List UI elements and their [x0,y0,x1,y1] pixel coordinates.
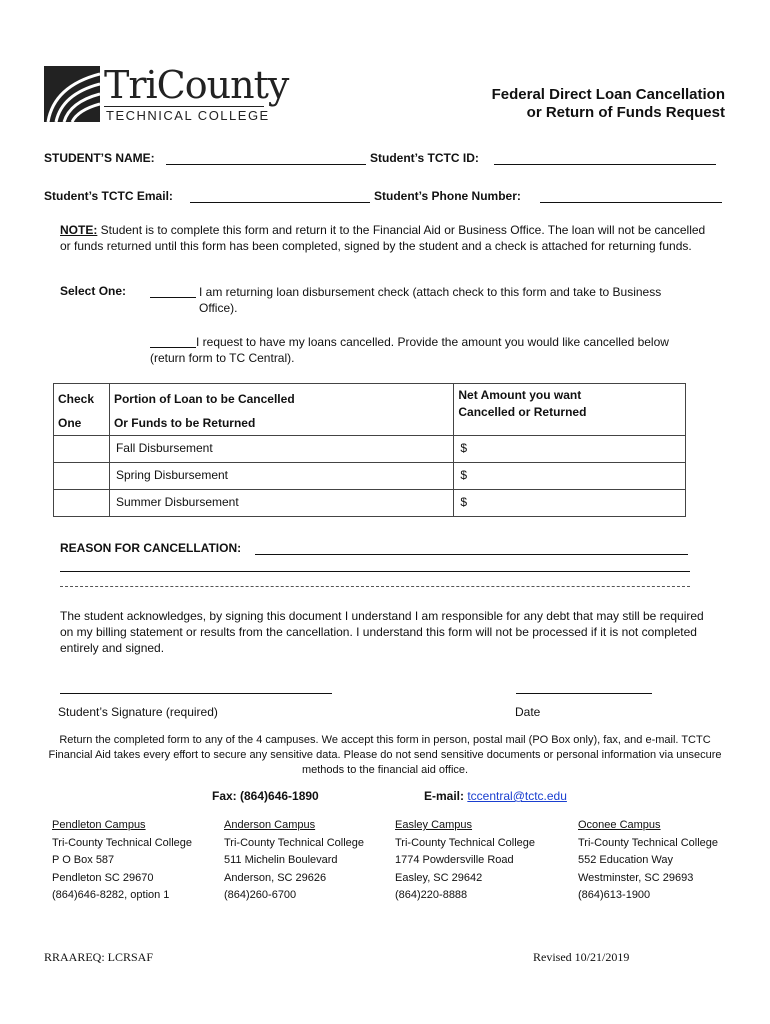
reason-field-line2[interactable] [60,557,690,572]
date-label: Date [515,705,541,719]
logo-swoosh-icon [44,66,100,122]
amount-cell[interactable]: $ [454,490,686,517]
header-check-one: Check One [54,384,110,436]
campus-name: Anderson Campus [224,819,316,831]
table-row [54,490,686,517]
table-row [54,436,686,463]
email-label: E-mail: [424,789,468,803]
campus-pendleton: Pendleton Campus Tri-County Technical College P O Box 587 Pendleton SC 29670 (864)646-8282, option 1 [52,819,193,901]
note-paragraph [60,222,710,254]
signature-label: Student’s Signature (required) [58,705,218,719]
header-portion: Portion of Loan to be Cancelled Or Funds to be Returned [109,384,453,436]
date-field[interactable] [516,679,652,694]
campus-name: Oconee Campus [578,819,661,831]
student-id-field[interactable] [494,150,716,165]
option2-text [150,334,700,366]
reason-label: REASON FOR CANCELLATION: [60,541,242,555]
student-email-field[interactable] [190,188,370,203]
email-line [424,789,567,803]
amount-cell[interactable]: $ [454,436,686,463]
note-text: Student is to complete this form and return it to the Financial Aid or Business Office. The loan will not be cancelled or funds returned until this form has been completed, signed by the student and a check is attached for returning funds. [60,223,706,253]
acknowledgement-text: The student acknowledges, by signing this document I understand I am responsible for any debt that may still be required on my billing statement or results from the cancellation. I understand this form will not be processed if it is not completed entirely and signed. [60,609,704,655]
student-email-label: Student’s TCTC Email: [44,189,173,203]
check-cell-spring[interactable] [54,463,110,490]
student-phone-label: Student’s Phone Number: [374,189,521,203]
fax-number: Fax: (864)646-1890 [212,789,319,803]
campus-name: Pendleton Campus [52,819,146,831]
amount-cell[interactable]: $ [454,463,686,490]
signature-field[interactable] [60,679,332,694]
form-title-line2: or Return of Funds Request [526,104,725,121]
note-label: NOTE: [60,223,98,237]
loan-table [53,383,686,517]
row-label: Fall Disbursement [109,436,453,463]
campus-anderson: Anderson Campus Tri-County Technical College 511 Michelin Boulevard Anderson, SC 29626 (864)260-6700 [224,819,365,901]
option1-checkline[interactable] [150,283,196,298]
table-row [54,463,686,490]
check-cell-summer[interactable] [54,490,110,517]
option1-text: I am returning loan disbursement check (attach check to this form and take to Business Office). [199,285,662,315]
student-phone-field[interactable] [540,188,722,203]
return-instructions: Return the completed form to any of the 4 campuses. We accept this form in person, postal mail (PO Box only), fax, and e-mail. TCTC Financial Aid takes every effort to secure any sensitive data. Please do not send sensitive documents or personal information via unsecure methods to the financial aid office. [48,734,722,776]
row-label: Summer Disbursement [109,490,453,517]
logo-subtitle: TECHNICAL COLLEGE [106,108,270,123]
student-name-field[interactable] [166,150,366,165]
campus-oconee: Oconee Campus Tri-County Technical College 552 Education Way Westminster, SC 29693 (864)613-1900 [578,819,719,901]
college-logo [44,63,289,123]
student-name-label: STUDENT’S NAME: [44,151,155,165]
select-one-label: Select One: [60,284,127,298]
option2-label: I request to have my loans cancelled. Provide the amount you would like cancelled below (return form to TC Central). [150,335,669,365]
form-code: RRAAREQ: LCRSAF [44,950,154,964]
form-title-line1: Federal Direct Loan Cancellation [491,86,725,103]
reason-field-line1[interactable] [255,540,688,555]
header-net-amount: Net Amount you want Cancelled or Returned [454,384,686,436]
reason-field-line3[interactable] [60,572,690,587]
check-cell-fall[interactable] [54,436,110,463]
table-header-row [54,384,686,436]
email-link[interactable]: tccentral@tctc.edu [467,789,567,803]
campus-easley: Easley Campus Tri-County Technical College 1774 Powdersville Road Easley, SC 29642 (864)220-8888 [395,819,536,901]
student-id-label: Student’s TCTC ID: [370,151,479,165]
revision-date: Revised 10/21/2019 [533,950,630,964]
logo-wordmark: TriCounty [104,63,289,107]
campus-name: Easley Campus [395,819,473,831]
row-label: Spring Disbursement [109,463,453,490]
